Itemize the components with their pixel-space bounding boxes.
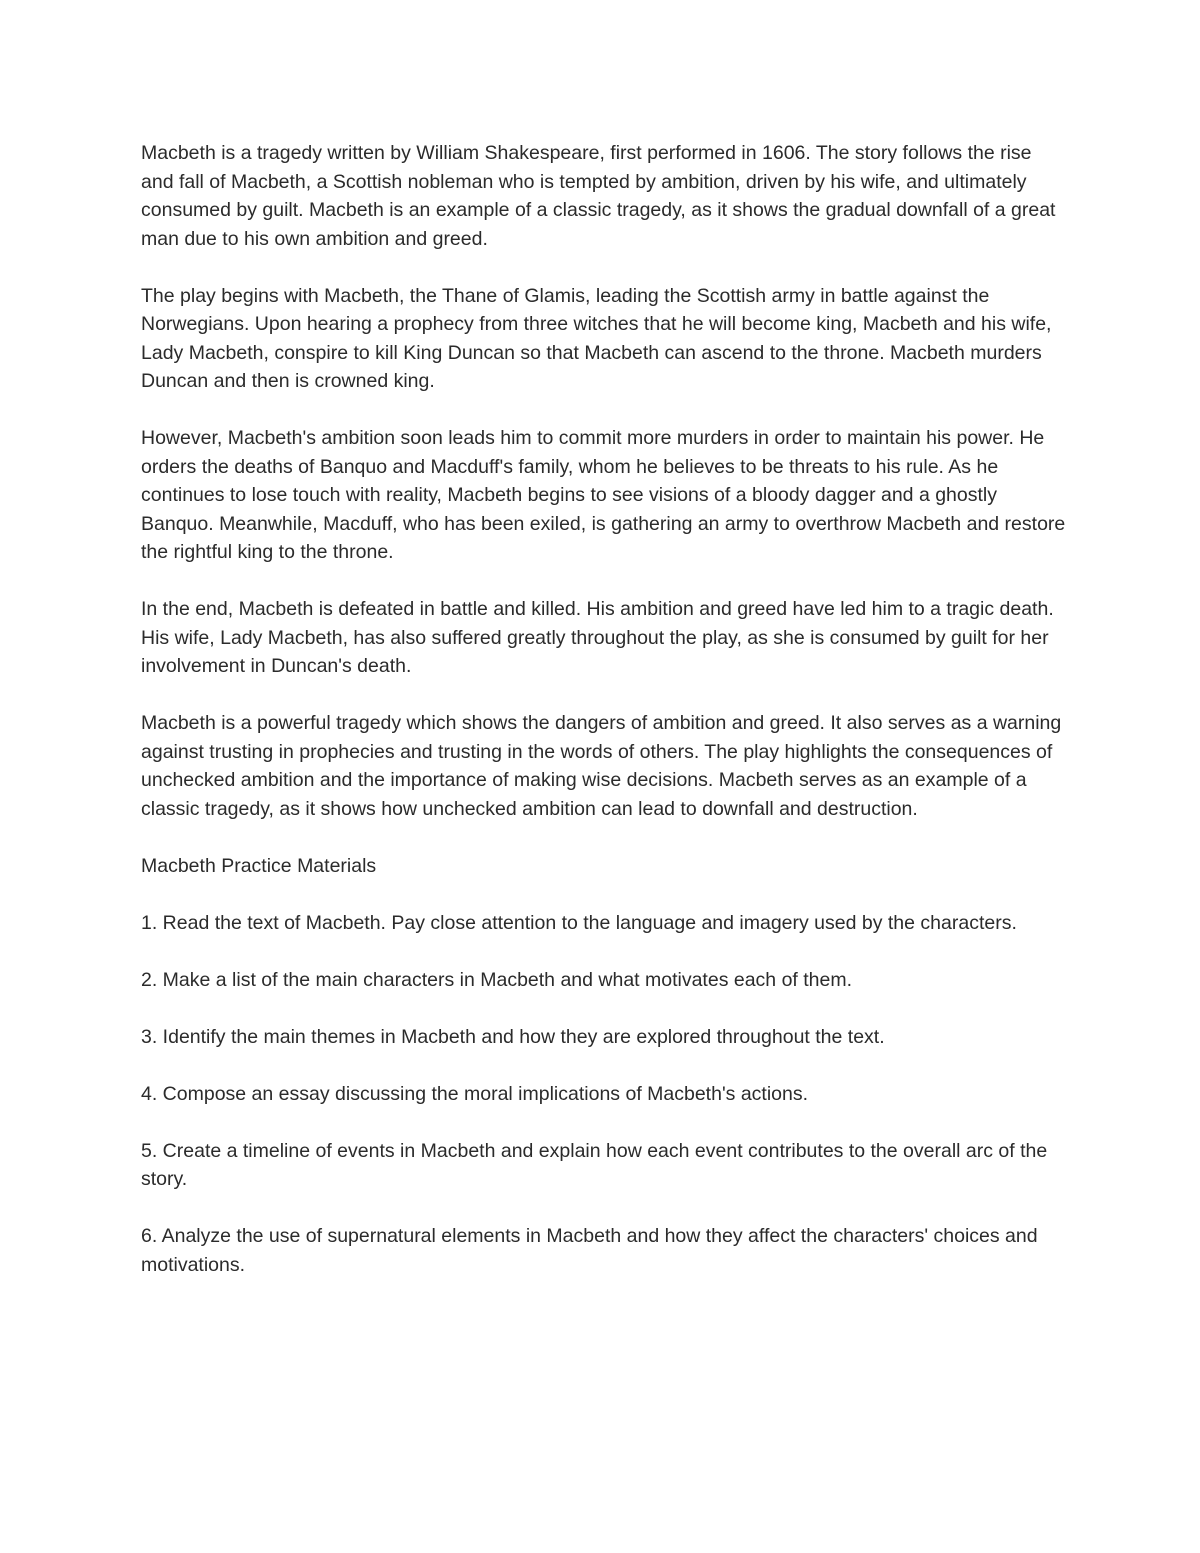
practice-item-1: 1. Read the text of Macbeth. Pay close attention to the language and imagery used by the characters.	[141, 911, 1017, 934]
practice-item-6: 6. Analyze the use of supernatural elements in Macbeth and how they affect the characters' choices and motivations.	[141, 1225, 1038, 1276]
practice-materials-heading: Macbeth Practice Materials	[141, 854, 377, 877]
practice-item-2: 2. Make a list of the main characters in Macbeth and what motivates each of them.	[141, 968, 853, 991]
practice-item-4: 4. Compose an essay discussing the moral implications of Macbeth's actions.	[141, 1082, 809, 1105]
paragraph-plot-beginning: The play begins with Macbeth, the Thane of Glamis, leading the Scottish army in battle against the Norwegians. Upon hearing a prophecy from three witches that he will become king, Macbeth and his wife, Lady Macbeth, conspire to kill King Duncan so that Macbeth can ascend to the throne. Macbeth murders Duncan and then is crowned king.	[141, 284, 1052, 392]
practice-item-5: 5. Create a timeline of events in Macbeth and explain how each event contributes to the overall arc of the story.	[141, 1139, 1048, 1190]
paragraph-ending: In the end, Macbeth is defeated in battle and killed. His ambition and greed have led him to a tragic death. His wife, Lady Macbeth, has also suffered greatly throughout the play, as she is consumed by guilt for her involvement in Duncan's death.	[141, 598, 1054, 677]
document-page	[141, 139, 1066, 1308]
paragraph-intro: Macbeth is a tragedy written by William Shakespeare, first performed in 1606. The story follows the rise and fall of Macbeth, a Scottish nobleman who is tempted by ambition, driven by his wife, and ultimately consumed by guilt. Macbeth is an example of a classic tragedy, as it shows the gradual downfall of a great man due to his own ambition and greed.	[141, 142, 1056, 250]
paragraph-ambition: However, Macbeth's ambition soon leads him to commit more murders in order to maintain his power. He orders the deaths of Banquo and Macduff's family, whom he believes to be threats to his rule. As he continues to lose touch with reality, Macbeth begins to see visions of a bloody dagger and a ghostly Banquo. Meanwhile, Macduff, who has been exiled, is gathering an army to overthrow Macbeth and restore the rightful king to the throne.	[141, 427, 1066, 563]
paragraph-conclusion: Macbeth is a powerful tragedy which shows the dangers of ambition and greed. It also serves as a warning against trusting in prophecies and trusting in the words of others. The play highlights the consequences of unchecked ambition and the importance of making wise decisions. Macbeth serves as an example of a classic tragedy, as it shows how unchecked ambition can lead to downfall and destruction.	[141, 712, 1062, 820]
practice-item-3: 3. Identify the main themes in Macbeth and how they are explored throughout the text.	[141, 1025, 885, 1048]
